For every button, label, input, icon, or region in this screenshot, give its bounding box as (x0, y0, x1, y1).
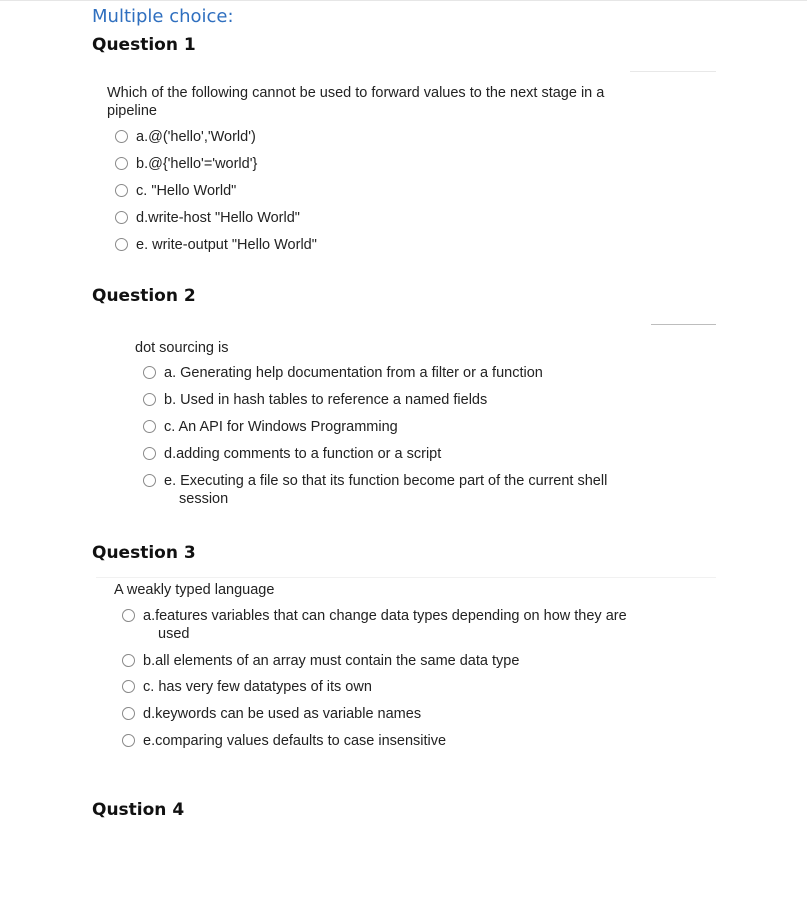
radio-button[interactable] (115, 130, 128, 143)
radio-button[interactable] (115, 157, 128, 170)
option-letter: e. (136, 237, 149, 253)
question-2-prompt: dot sourcing is (135, 340, 229, 356)
radio-button[interactable] (143, 366, 156, 379)
option-text: has very few datatypes of its own (158, 679, 372, 695)
option-letter: a. (143, 608, 156, 624)
question-2-option-e[interactable] (143, 472, 607, 508)
radio-button[interactable] (143, 420, 156, 433)
option-letter: d. (164, 446, 177, 462)
option-text: write-host "Hello World" (148, 210, 300, 226)
divider (630, 71, 716, 72)
radio-button[interactable] (143, 447, 156, 460)
radio-button[interactable] (115, 211, 128, 224)
option-text: keywords can be used as variable names (155, 706, 422, 722)
radio-button[interactable] (143, 393, 156, 406)
radio-button[interactable] (122, 680, 135, 693)
question-1-title: Question 1 (92, 35, 196, 55)
question-2-option-c[interactable] (143, 418, 398, 436)
option-letter: c. (143, 679, 155, 695)
option-text: comparing values defaults to case insensitive (155, 733, 447, 749)
question-1-prompt (107, 84, 604, 120)
radio-button[interactable] (122, 609, 135, 622)
option-letter: b. (164, 392, 177, 408)
option-text: all elements of an array must contain the same data type (155, 653, 520, 669)
radio-button[interactable] (115, 184, 128, 197)
option-text-continued: used (158, 626, 190, 642)
question-1-option-e[interactable] (115, 236, 317, 254)
option-text: Used in hash tables to reference a named fields (180, 392, 488, 408)
page-title: Multiple choice: (92, 6, 234, 27)
question-3-option-c[interactable] (122, 678, 372, 696)
divider (96, 577, 716, 578)
question-1-prompt-line-2: pipeline (107, 103, 157, 119)
question-1-option-a[interactable] (115, 128, 256, 146)
question-1-option-b[interactable] (115, 155, 257, 173)
radio-button[interactable] (115, 238, 128, 251)
top-border (0, 0, 807, 1)
question-3-title: Question 3 (92, 543, 196, 563)
radio-button[interactable] (122, 654, 135, 667)
option-letter: d. (143, 706, 156, 722)
question-4-title: Qustion 4 (92, 800, 185, 820)
option-letter: a. (164, 365, 177, 381)
question-3-option-b[interactable] (122, 652, 519, 670)
option-letter: b. (143, 653, 156, 669)
option-text: write-output "Hello World" (152, 237, 317, 253)
question-3-option-e[interactable] (122, 732, 446, 750)
option-letter: d. (136, 210, 149, 226)
divider (651, 324, 716, 325)
option-letter: e. (164, 473, 177, 489)
option-text: adding comments to a function or a script (176, 446, 442, 462)
radio-button[interactable] (122, 707, 135, 720)
option-text: Generating help documentation from a filter or a function (180, 365, 543, 381)
radio-button[interactable] (143, 474, 156, 487)
radio-button[interactable] (122, 734, 135, 747)
question-1-option-c[interactable] (115, 182, 236, 200)
option-letter: c. (164, 419, 176, 435)
question-1-option-d[interactable] (115, 209, 300, 227)
option-letter: b. (136, 156, 149, 172)
option-text-continued: session (179, 491, 229, 507)
option-text: @('hello','World') (148, 129, 256, 145)
option-letter: c. (136, 183, 148, 199)
option-text: @{'hello'='world'} (148, 156, 258, 172)
option-text: Executing a file so that its function become part of the current shell (180, 473, 608, 489)
question-2-option-d[interactable] (143, 445, 441, 463)
option-letter: a. (136, 129, 149, 145)
question-1-prompt-line-1: Which of the following cannot be used to forward values to the next stage in a (107, 85, 605, 101)
option-text: An API for Windows Programming (178, 419, 398, 435)
question-2-option-a[interactable] (143, 364, 543, 382)
question-3-prompt: A weakly typed language (114, 582, 275, 598)
option-text: "Hello World" (151, 183, 237, 199)
option-letter: e. (143, 733, 156, 749)
question-3-option-d[interactable] (122, 705, 421, 723)
option-text: features variables that can change data types depending on how they are (155, 608, 627, 624)
question-2-title: Question 2 (92, 286, 196, 306)
question-3-option-a[interactable] (122, 607, 627, 643)
question-2-option-b[interactable] (143, 391, 487, 409)
